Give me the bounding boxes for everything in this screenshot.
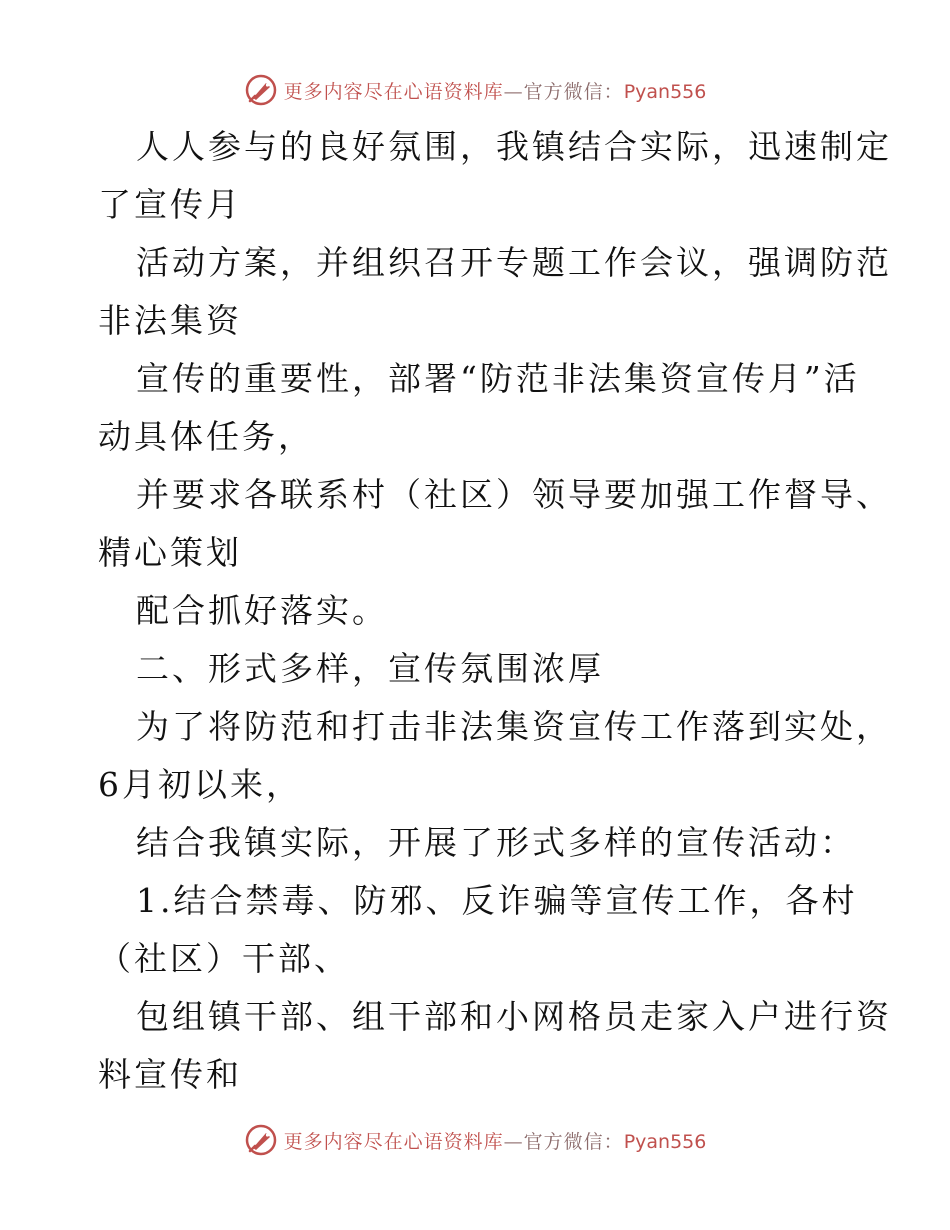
text-line: 料宣传和 <box>98 1055 242 1094</box>
text-line: 二、形式多样，宣传氛围浓厚 <box>136 649 604 688</box>
text-line: 6月初以来， <box>98 765 302 804</box>
header-banner-text <box>284 77 707 104</box>
pen-nib-logo-icon <box>244 1123 278 1157</box>
text-line: 宣传的重要性，部署“防范非法集资宣传月”活 <box>136 359 860 398</box>
document-body <box>98 118 892 1104</box>
text-line: 活动方案，并组织召开专题工作会议，强调防范 <box>136 243 892 282</box>
footer-wechat-label: 官方微信： <box>523 1130 624 1153</box>
footer-watermark-banner <box>0 1120 950 1160</box>
text-line: 配合抓好落实。 <box>136 591 388 630</box>
text-line: 精心策划 <box>98 533 242 572</box>
text-line: 1.结合禁毒、防邪、反诈骗等宣传工作，各村 <box>136 881 858 920</box>
header-wechat-label: 官方微信： <box>523 80 624 103</box>
footer-banner-text <box>284 1127 707 1154</box>
text-line: 了宣传月 <box>98 185 242 224</box>
footer-wechat-id: Pyan556 <box>623 1130 707 1153</box>
text-line: 并要求各联系村（社区）领导要加强工作督导、 <box>136 475 892 514</box>
header-watermark-banner <box>0 70 950 110</box>
text-line: 包组镇干部、组干部和小网格员走家入户进行资 <box>136 997 892 1036</box>
footer-site-name: 更多内容尽在心语资料库 <box>283 1130 504 1153</box>
text-line: 为了将防范和打击非法集资宣传工作落到实处， <box>136 707 892 746</box>
header-wechat-id: Pyan556 <box>623 80 707 103</box>
text-line: 动具体任务， <box>98 417 314 456</box>
pen-nib-logo-icon <box>244 73 278 107</box>
text-line: 非法集资 <box>98 301 242 340</box>
text-line: 结合我镇实际，开展了形式多样的宣传活动： <box>136 823 856 862</box>
text-line: 人人参与的良好氛围，我镇结合实际，迅速制定 <box>136 127 892 166</box>
text-line: （社区）干部、 <box>98 939 350 978</box>
footer-dash: — <box>503 1130 524 1153</box>
header-site-name: 更多内容尽在心语资料库 <box>283 80 504 103</box>
header-dash: — <box>503 80 524 103</box>
